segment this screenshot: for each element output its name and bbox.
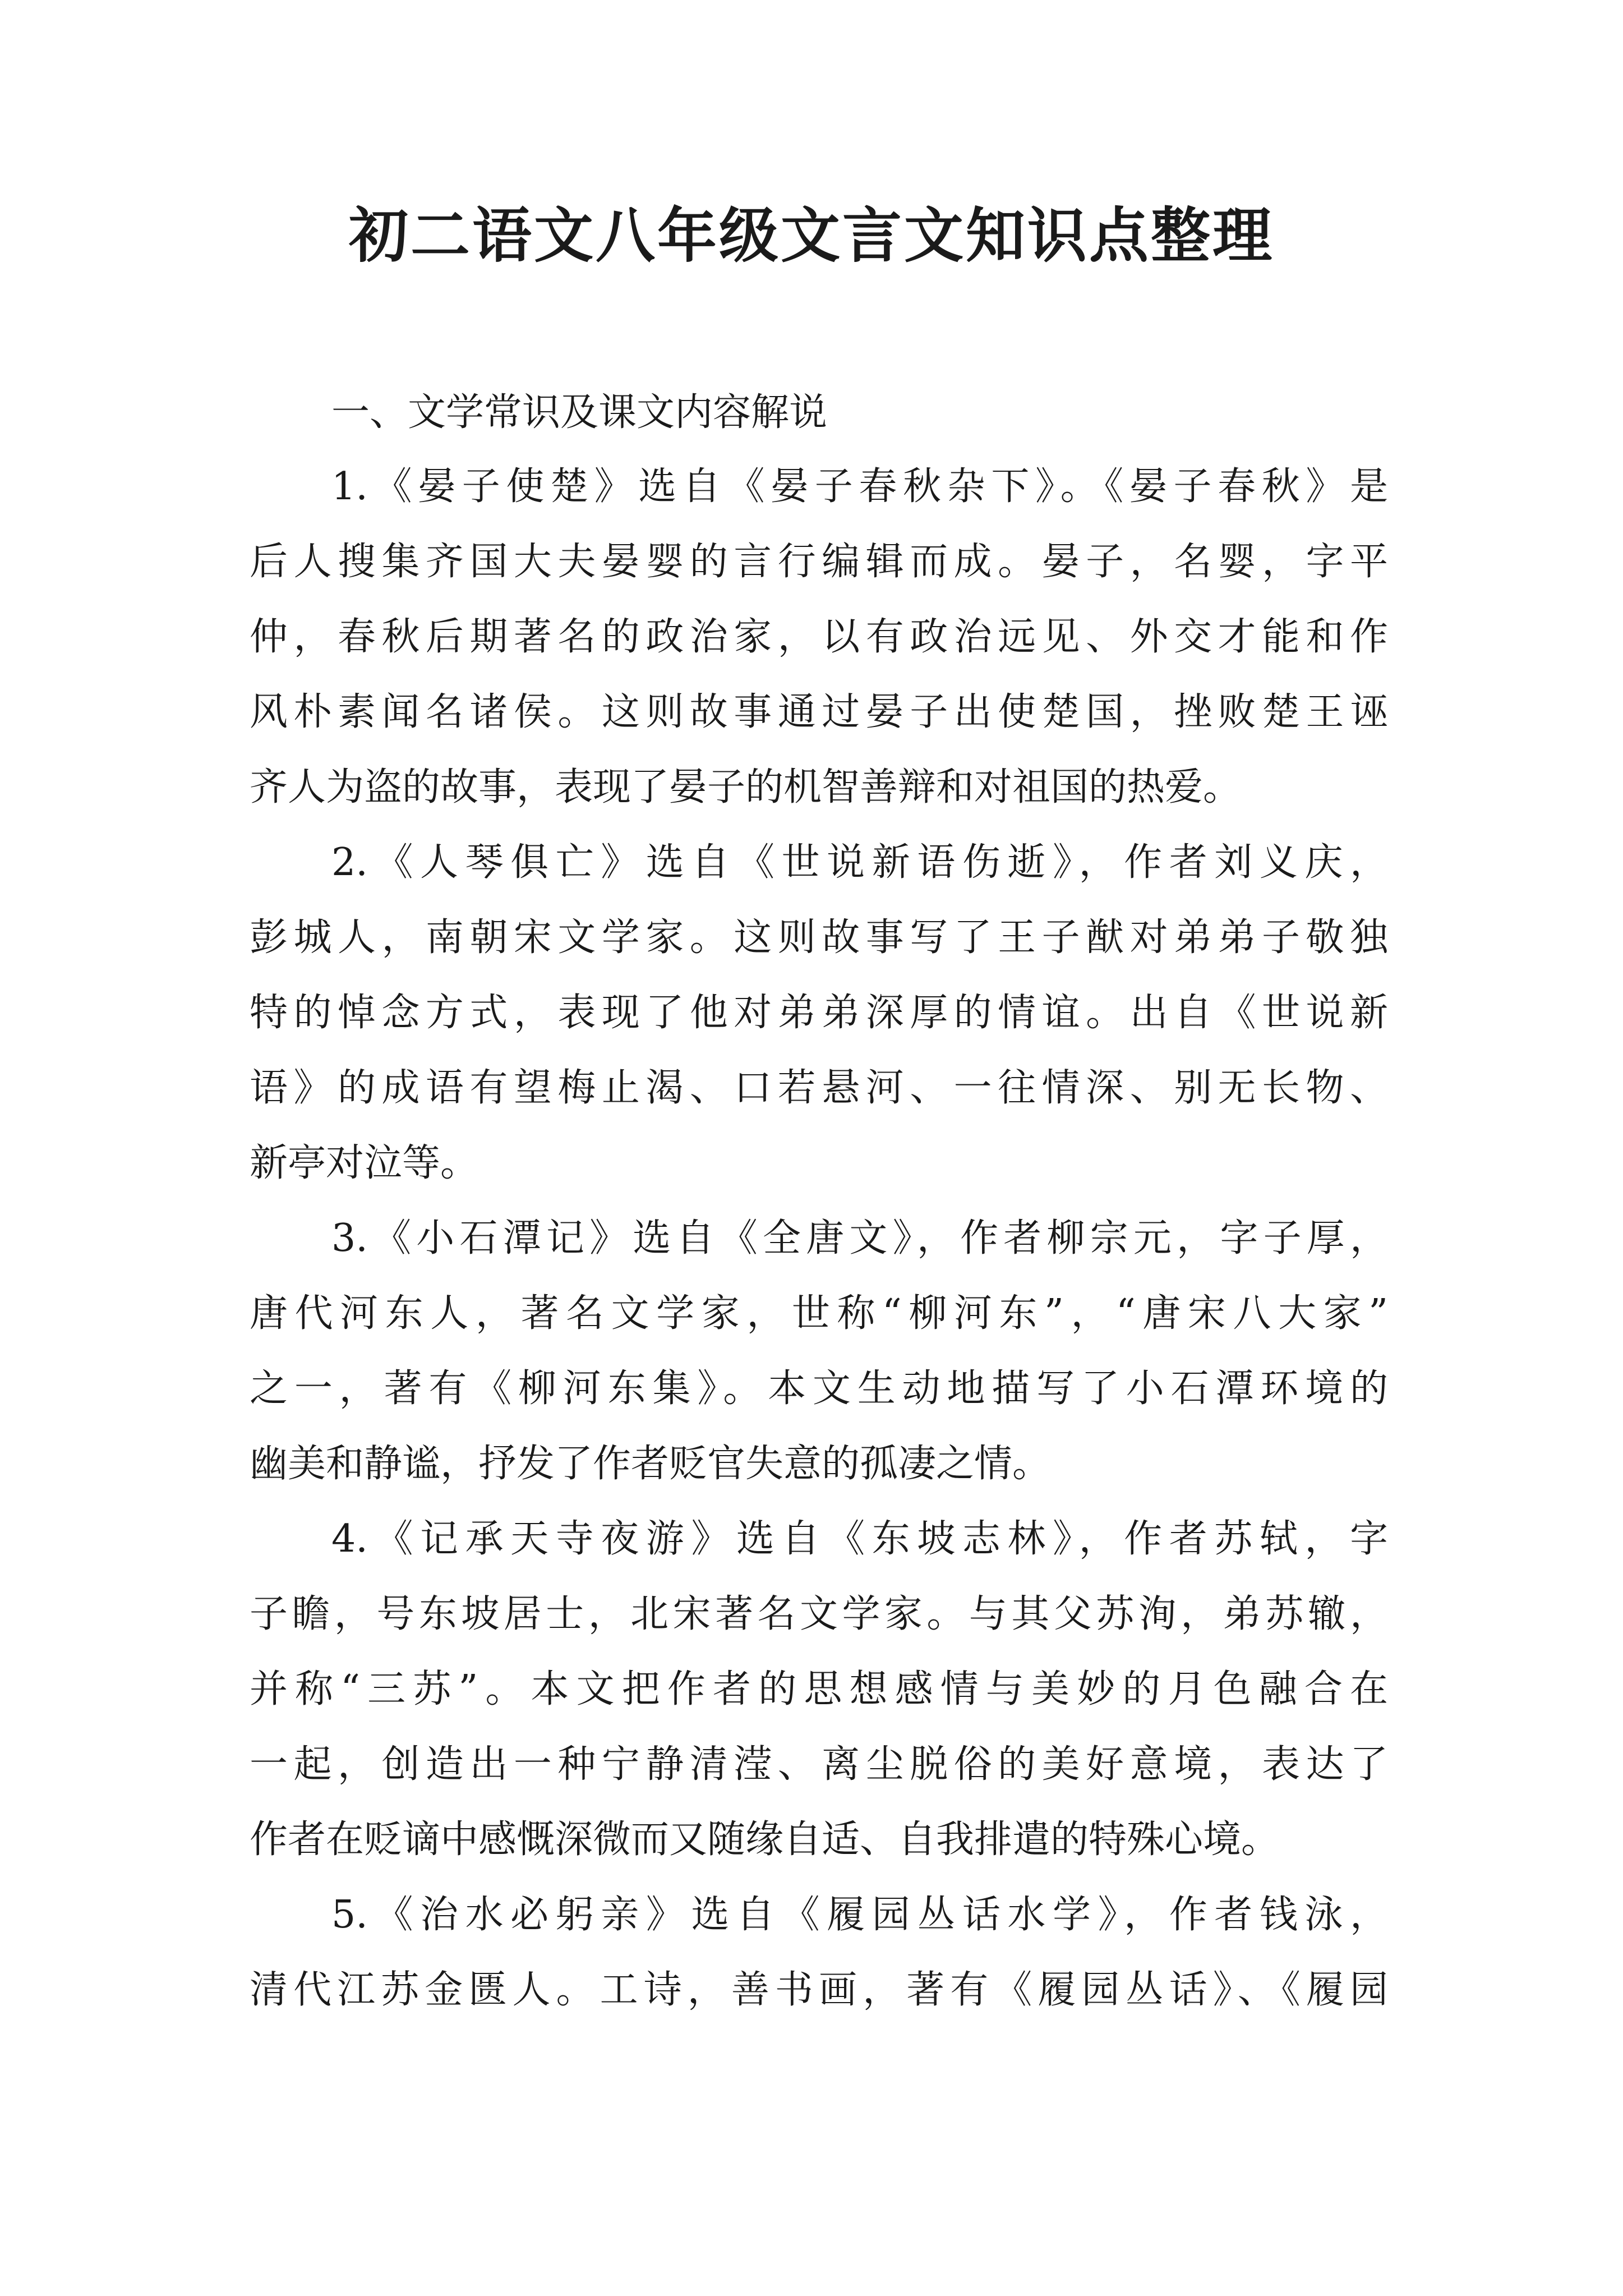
paragraph-line: 5.《治水必躬亲》选自《履园丛话水学》，作者钱泳， [331,1893,1388,1937]
paragraph-3 [250,1201,1388,1502]
document-title: 初二语文八年级文言文知识点整理 [349,200,1274,270]
paragraph-line: 作者在贬谪中感慨深微而又随缘自适、自我排遣的特殊心境。 [250,1818,1280,1862]
paragraph-line: 2.《人琴俱亡》选自《世说新语伤逝》，作者刘义庆， [331,840,1388,885]
paragraph-line: 4.《记承天寺夜游》选自《东坡志林》，作者苏轼，字 [331,1517,1388,1561]
paragraph-5 [250,1878,1388,2028]
paragraph-1 [250,449,1388,825]
paragraph-line: 齐人为盗的故事，表现了晏子的机智善辩和对祖国的热爱。 [250,765,1242,809]
paragraph-line: 风朴素闻名诸侯。这则故事通过晏子出使楚国，挫败楚王诬 [250,690,1388,734]
paragraph-line: 并称“三苏”。本文把作者的思想感情与美妙的月色融合在 [250,1667,1388,1711]
paragraph-line: 仲，春秋后期著名的政治家，以有政治远见、外交才能和作 [250,615,1388,659]
paragraph-line: 幽美和静谧，抒发了作者贬官失意的孤凄之情。 [250,1442,1051,1486]
paragraph-line: 彭城人，南朝宋文学家。这则故事写了王子猷对弟弟子敬独 [250,915,1388,960]
paragraph-line: 子瞻，号东坡居士，北宋著名文学家。与其父苏洵，弟苏辙， [250,1592,1388,1636]
paragraph-line: 一起，创造出一种宁静清滢、离尘脱俗的美好意境，表达了 [250,1742,1388,1787]
section-heading: 一、文学常识及课文内容解说 [331,390,828,435]
paragraph-line: 语》的成语有望梅止渴、口若悬河、一往情深、别无长物、 [250,1066,1388,1110]
paragraph-line: 1.《晏子使楚》选自《晏子春秋杂下》。《晏子春秋》是 [331,464,1388,509]
paragraph-line: 之一，著有《柳河东集》。本文生动地描写了小石潭环境的 [250,1366,1388,1411]
paragraph-4 [250,1502,1388,1878]
paragraph-2 [250,825,1388,1201]
paragraph-line: 后人搜集齐国大夫晏婴的言行编辑而成。晏子，名婴，字平 [250,540,1388,584]
paragraph-line: 新亭对泣等。 [250,1141,479,1185]
document-body [250,376,1388,2028]
paragraph-line: 特的悼念方式，表现了他对弟弟深厚的情谊。出自《世说新 [250,991,1388,1035]
paragraph-line: 唐代河东人，著名文学家，世称“柳河东”，“唐宋八大家” [250,1291,1388,1336]
paragraph-line: 3.《小石潭记》选自《全唐文》，作者柳宗元，字子厚， [331,1216,1388,1260]
paragraph-line: 清代江苏金匮人。工诗，善书画，著有《履园丛话》、《履园 [250,1968,1388,2012]
